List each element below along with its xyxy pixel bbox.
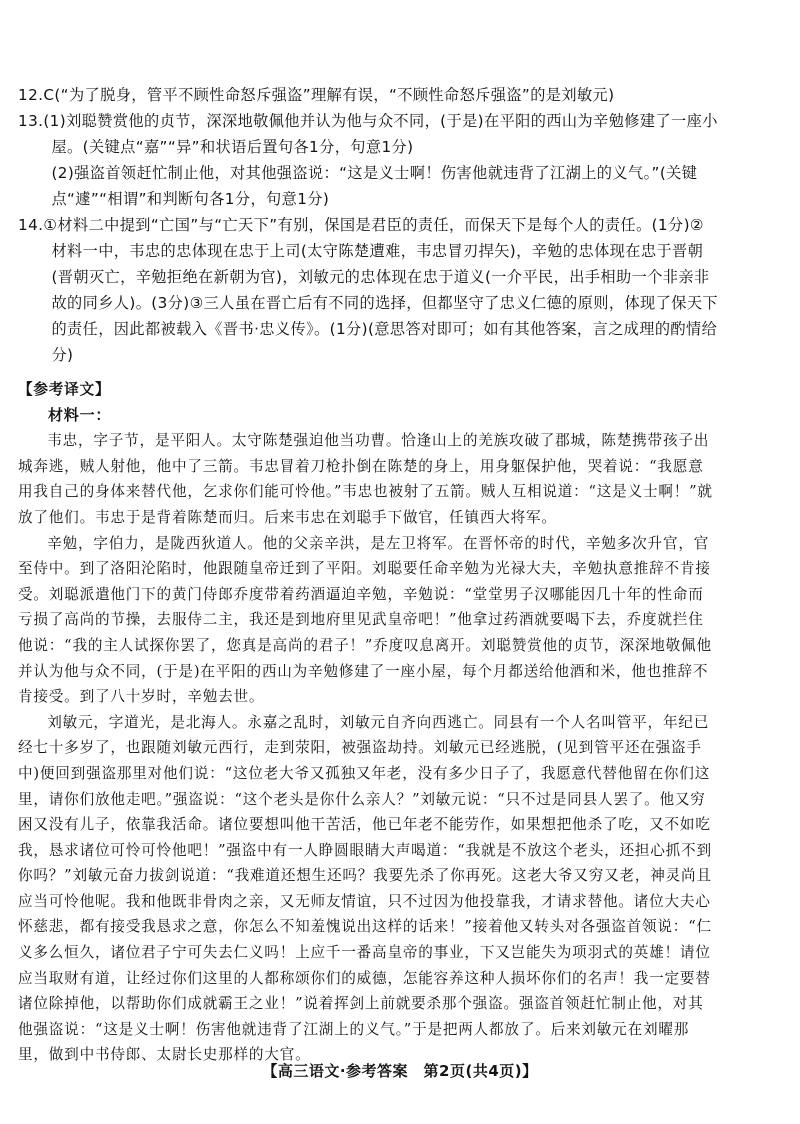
- translation-paragraph-liu-minyuan: 刘敏元，字道光，是北海人。永嘉之乱时，刘敏元自齐向西逃亡。同县有一个人名叫管平，年纪已经七十多岁了，也跟随刘敏元西行，走到荥阳，被强盗劫持。刘敏元已经逃脱，(见到管平还在强盗手中)便回到强盗那里对他们说：“这位老大爷又孤独又年老，没有多少日子了，我愿意代替他留在你们这里，请你们放他走吧。”强盗说：“这个老头是你什么亲人？”刘敏元说：“只不过是同县人罢了。他又穷困又没有儿子，依靠我活命。诸位要想叫他干苦活，他已年老不能劳作，如果想把他杀了吃，又不如吃我，恳求诸位可怜可怜他吧！”强盗中有一人睁圆眼睛大声喝道：“我就是不放这个老头，还担心抓不到你吗？”刘敏元奋力拔剑说道：“我难道还想生还吗？我要先杀了你再死。这老大爷又穷又老，神灵尚且应当可怜他呢。我和他既非骨肉之亲，又无师友情谊，只不过因为他投靠我，才请求替他。诸位大夫心怀慈悲，都有接受我恳求之意，你怎么不知羞愧说出这样的话来！”接着他又转头对各强盗首领说：“仁义多么恒久，诸位君子宁可失去仁义吗！上应千一番高皇帝的事业，下又岂能失为项羽式的英雄！请位应当取财有道，让经过你们这里的人都称颂你们的威德，怎能容养这种人损坏你们的名声！我一定要替诸位除掉他，以帮助你们成就霸王之业！”说着挥剑上前就要杀那个强盗。强盗首领赶忙制止他，对其他强盗说：“这是义士啊！伤害他就违背了江湖上的义气。”于是把两人都放了。后来刘敏元在刘曜那里，做到中书侍郎、太尉长史那样的大官。: [18, 713, 712, 1064]
- answer-section: [18, 82, 718, 368]
- translation-paragraph-xin-mian: 辛勉，字伯力，是陇西狄道人。他的父亲辛洪，是左卫将军。在晋怀帝的时代，辛勉多次升官，官至侍中。到了洛阳沦陷时，他跟随皇帝迁到了平阳。刘聪要任命辛勉为光禄大夫，辛勉执意推辞不肯接受。刘聪派遣他门下的黄门侍郎乔度带着药酒逼迫辛勉，辛勉说：“堂堂男子汉哪能因几十年的性命而亏损了高尚的节操，去服侍二主，我还是到地府里见武皇帝吧！”他拿过药酒就要喝下去，乔度就拦住他说：“我的主人试探你罢了，您真是高尚的君子！”乔度叹息离开。刘聪赞赏他的贞节，深深地敬佩他并认为他与众不同，(于是)在平阳的西山为辛勉修建了一座小屋，每个月都送给他酒和米，他也推辞不肯接受。到了八十岁时，辛勉去世。: [18, 534, 712, 706]
- translation-paragraph-wei-zhong: 韦忠，字子节，是平阳人。太守陈楚强迫他当功曹。恰逢山上的羌族攻破了郡城，陈楚携带孩子出城奔逃，贼人射他，他中了三箭。韦忠冒着刀枪扑倒在陈楚的身上，用身躯保护他，哭着说：“我愿意用我自己的身体来替代他，乞求你们能可怜他。”韦忠也被射了五箭。贼人互相说道：“这是义士啊！”就放了他们。韦忠于是背着陈楚而归。后来韦忠在刘聪手下做官，任镇西大将军。: [18, 432, 713, 526]
- translation-heading: 【参考译文】: [18, 381, 111, 398]
- reference-translation: [18, 377, 718, 1068]
- answer-13-1: 13.(1)刘聪赞赏他的贞节，深深地敬佩他并认为他与众不同，(于是)在平阳的西山为辛勉修建了一座小屋。(关键点“嘉”“异”和状语后置句各1分，句意1分): [18, 112, 718, 156]
- answer-12: 12.C(“为了脱身，管平不顾性命怒斥强盗”理解有误，“不顾性命怒斥强盗”的是刘敏元): [18, 86, 615, 104]
- page-footer: 【高三语文·参考答案 第2页(共4页)】: [262, 1062, 538, 1080]
- answer-14: 14.①材料二中提到“亡国”与“亡天下”有别，保国是君臣的责任，而保天下是每个人的责任。(1分)②材料一中，韦忠的忠体现在忠于上司(太守陈楚遭难，韦忠冒刃捍矢)，辛勉的忠体现在忠于晋朝(晋朝灭亡，辛勉拒绝在新朝为官)，刘敏元的忠体现在忠于道义(一介平民，出手相助一个非亲非故的同乡人)。(3分)③三人虽在晋亡后有不同的选择，但都坚守了忠义仁德的原则，体现了保天下的责任，因此都被载入《晋书·忠义传》。(1分)(意思答对即可；如有其他答案，言之成理的酌情给分): [18, 216, 718, 364]
- answer-13-2: (2)强盗首领赶忙制止他，对其他强盗说：“这是义士啊！伤害他就违背了江湖上的义气。”(关键点“遽”“相谓”和判断句各1分，句意1分): [51, 164, 698, 208]
- material-label: 材料一：: [48, 405, 112, 424]
